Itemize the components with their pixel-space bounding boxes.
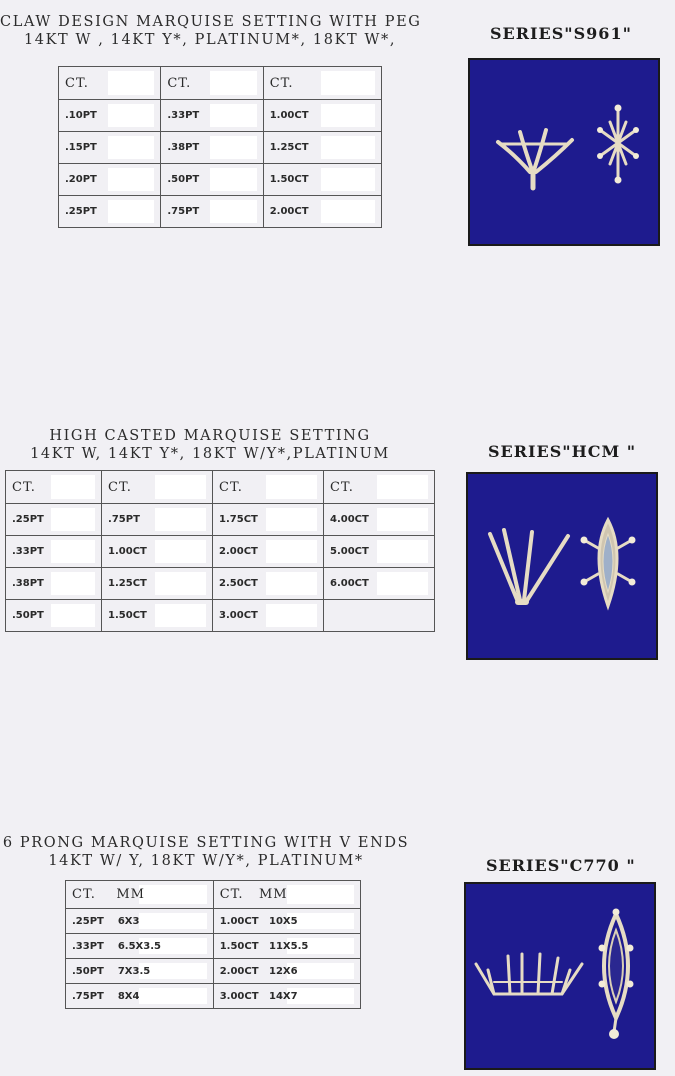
table-header: CT. [263,67,381,100]
section3-size-table [65,880,361,1009]
section1-title-line2: 14KT W , 14KT Y*, PLATINUM*, 18KT W*, [23,32,397,48]
table-cell: 3.00CT 14X7 [213,984,360,1009]
product-photo-s961 [468,58,660,246]
table-cell: .33PT [161,100,263,132]
setting-illustration-s961 [470,60,658,244]
section3-title-line1: 6 PRONG MARQUISE SETTING WITH V ENDS [2,835,410,851]
table-header: CT. [6,471,102,504]
section1-title-line1: CLAW DESIGN MARQUISE SETTING WITH PEG [0,14,422,30]
section2-title [0,427,420,463]
table-cell: .75PT [161,196,263,228]
table-cell: 1.25CT [102,568,213,600]
table-row [6,536,435,568]
table-cell: 1.25CT [263,132,381,164]
table-row [59,100,382,132]
section2-size-table [5,470,435,632]
section2-title-line2: 14KT W, 14KT Y*, 18KT W/Y*,PLATINUM [30,446,390,462]
table-cell: 5.00CT [323,536,434,568]
table-cell [323,600,434,632]
table-cell: .33PT [6,536,102,568]
table-cell: 1.00CT [263,100,381,132]
table-header: CT. [161,67,263,100]
table-header: CT. [213,471,324,504]
table-header: CT. [323,471,434,504]
table-cell: 1.50CT 11X5.5 [213,934,360,959]
table-cell: 2.50CT [213,568,324,600]
table-cell: .50PT 7X3.5 [66,959,214,984]
table-row [59,132,382,164]
table-cell: 1.50CT [263,164,381,196]
table-row [59,164,382,196]
table-row [66,959,361,984]
table-header: CT. [102,471,213,504]
table-cell: .20PT [59,164,161,196]
table-cell: .10PT [59,100,161,132]
table-cell: .33PT 6.5X3.5 [66,934,214,959]
table-header: CT. MM [213,881,360,909]
table-cell: .75PT 8X4 [66,984,214,1009]
table-row [6,504,435,536]
table-header: CT. [59,67,161,100]
section1-size-table [58,66,382,228]
product-photo-c770 [464,882,656,1070]
setting-illustration-hcm [468,474,656,658]
table-row [66,934,361,959]
table-cell: 4.00CT [323,504,434,536]
series-label-hcm: SERIES"HCM " [488,442,637,461]
table-cell: .75PT [102,504,213,536]
product-photo-hcm [466,472,658,660]
table-cell: .38PT [161,132,263,164]
table-row [66,984,361,1009]
table-cell: 2.00CT 12X6 [213,959,360,984]
table-cell: 1.75CT [213,504,324,536]
table-cell: 2.00CT [263,196,381,228]
table-row [66,909,361,934]
section1-title [0,13,420,49]
table-cell: .50PT [161,164,263,196]
section3-title-line2: 14KT W/ Y, 18KT W/Y*, PLATINUM* [48,853,364,869]
table-cell: .38PT [6,568,102,600]
table-row [6,600,435,632]
table-cell: .50PT [6,600,102,632]
table-cell: 3.00CT [213,600,324,632]
section3-title [0,834,412,870]
table-header: CT. MM [66,881,214,909]
series-label-s961: SERIES"S961" [490,24,632,43]
section2-title-line1: HIGH CASTED MARQUISE SETTING [49,428,371,444]
table-cell: 1.00CT 10X5 [213,909,360,934]
setting-illustration-c770 [466,884,654,1068]
table-cell: 2.00CT [213,536,324,568]
table-cell: .25PT 6X3 [66,909,214,934]
table-row [6,568,435,600]
table-cell: .25PT [6,504,102,536]
table-row [59,196,382,228]
table-cell: .15PT [59,132,161,164]
series-label-c770: SERIES"C770 " [486,856,636,875]
table-cell: .25PT [59,196,161,228]
table-cell: 1.00CT [102,536,213,568]
table-cell: 1.50CT [102,600,213,632]
table-cell: 6.00CT [323,568,434,600]
